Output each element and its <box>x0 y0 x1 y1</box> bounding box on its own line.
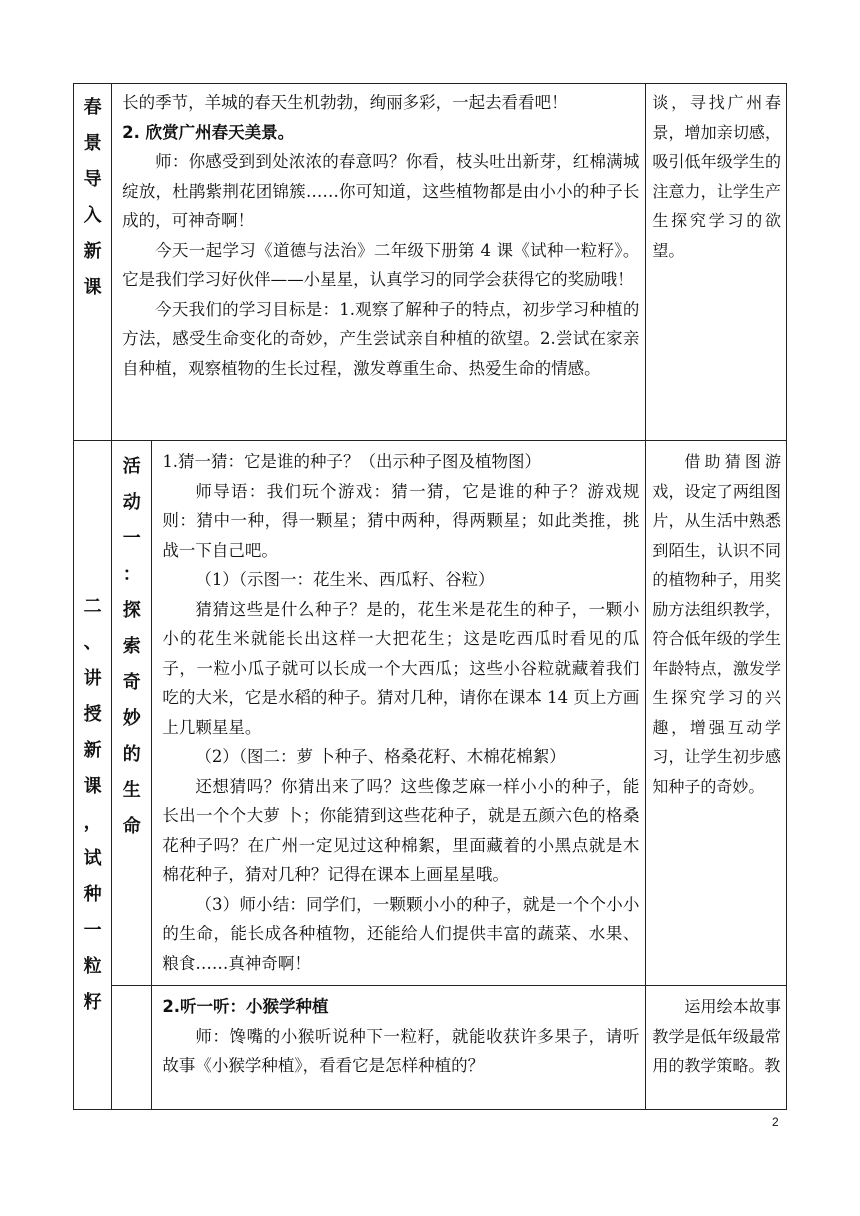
activity-label-cell <box>112 441 152 986</box>
design-note: 谈，寻找广州春景，增加亲切感，吸引低年级学生的注意力，让学生产生探究学习的欲望。 <box>652 93 781 260</box>
content-cell <box>152 986 646 1110</box>
content-text: 1.猜一猜：它是谁的种子？（出示种子图及植物图） 师导语：我们玩个游戏：猜一猜，它是谁的种子？游戏规则：猜中一种，得一颗星；猜中两种，得两颗星；如此类推，挑战一下自己吧。 （1）（示图一：花生米、西瓜籽、谷粒） 猜猜这些是什么种子？是的，花生米是花生的种子，一颗小小的花生米就能长出这样一大把花生；这是吃西瓜时看见的瓜子，一粒小瓜子就可以长成一个大西瓜；这些小谷粒就藏着我们吃的大米，它是水稻的种子。猜对几种，请你在课本 14 页上方画上几颗星星。 （2）（图二：萝 卜种子、格桑花籽、木棉花棉絮） 还想猜吗？你猜出来了吗？这些像芝麻一样小小的种子，能长出一个个大萝 卜；你能猜到这些花种子，就是五颜六色的格桑花种子吗？在广州一定见过这种棉絮，里面藏着的小黑点就是木棉花种子，猜对几种？记得在课本上画星星哦。 （3）师小结：同学们，一颗颗小小的种子，就是一个个小小的生命，能长成各种植物，还能给人们提供丰富的蔬菜、水果、粮食……真神奇啊！ <box>162 452 640 973</box>
activity-label-cell <box>112 986 152 1110</box>
design-note: 运用绘本故事教学是低年级最常用的教学策略。教 <box>652 997 781 1075</box>
content-cell <box>152 441 646 986</box>
section-label: 春 景 导 入 新 课 <box>83 97 102 298</box>
content-text: 2.听一听：小猴学种植 师：馋嘴的小猴听说种下一粒籽，就能收获许多果子，请听故事《小猴学种植》，看看它是怎样种植的？ <box>162 997 640 1075</box>
section-label-cell <box>74 441 112 1110</box>
note-cell <box>646 441 787 986</box>
table-row <box>74 986 787 1110</box>
note-cell <box>646 986 787 1110</box>
content-cell <box>112 84 646 441</box>
note-cell <box>646 84 787 441</box>
table-row <box>74 84 787 441</box>
lesson-plan-table <box>73 83 787 1110</box>
table-row <box>74 441 787 986</box>
page-number: 2 <box>772 1115 779 1129</box>
design-note: 借助猜图游戏，设定了两组图片，从生活中熟悉到陌生，认识不同的植物种子，用奖励方法组织教学，符合低年级的学生年龄特点，激发学生探究学习的兴趣，增强互动学习，让学生初步感知种子的奇妙。 <box>652 452 781 796</box>
section-label: 二 、 讲 授 新 课 ， 试 种 一 粒 籽 <box>83 596 102 1013</box>
section-label-cell <box>74 84 112 441</box>
activity-label: 活 动 一 ： 探 索 奇 妙 的 生 命 <box>122 456 141 837</box>
content-text: 长的季节，羊城的春天生机勃勃，绚丽多彩，一起去看看吧！ 2. 欣赏广州春天美景。 师：你感受到到处浓浓的春意吗？你看，枝头吐出新芽，红棉满城绽放，杜鹃紫荆花团锦簇……你可知道，这些植物都是由小小的种子长成的，可神奇啊！ 今天一起学习《道德与法治》二年级下册第 4 课《试种一粒籽》。它是我们学习好伙伴——小星星，认真学习的同学会获得它的奖励哦！ 今天我们的学习目标是：1.观察了解种子的特点，初步学习种植的方法，感受生命变化的奇妙，产生尝试亲自种植的欲望。2.尝试在家亲自种植，观察植物的生长过程，激发尊重生命、热爱生命的情感。 <box>122 93 640 378</box>
